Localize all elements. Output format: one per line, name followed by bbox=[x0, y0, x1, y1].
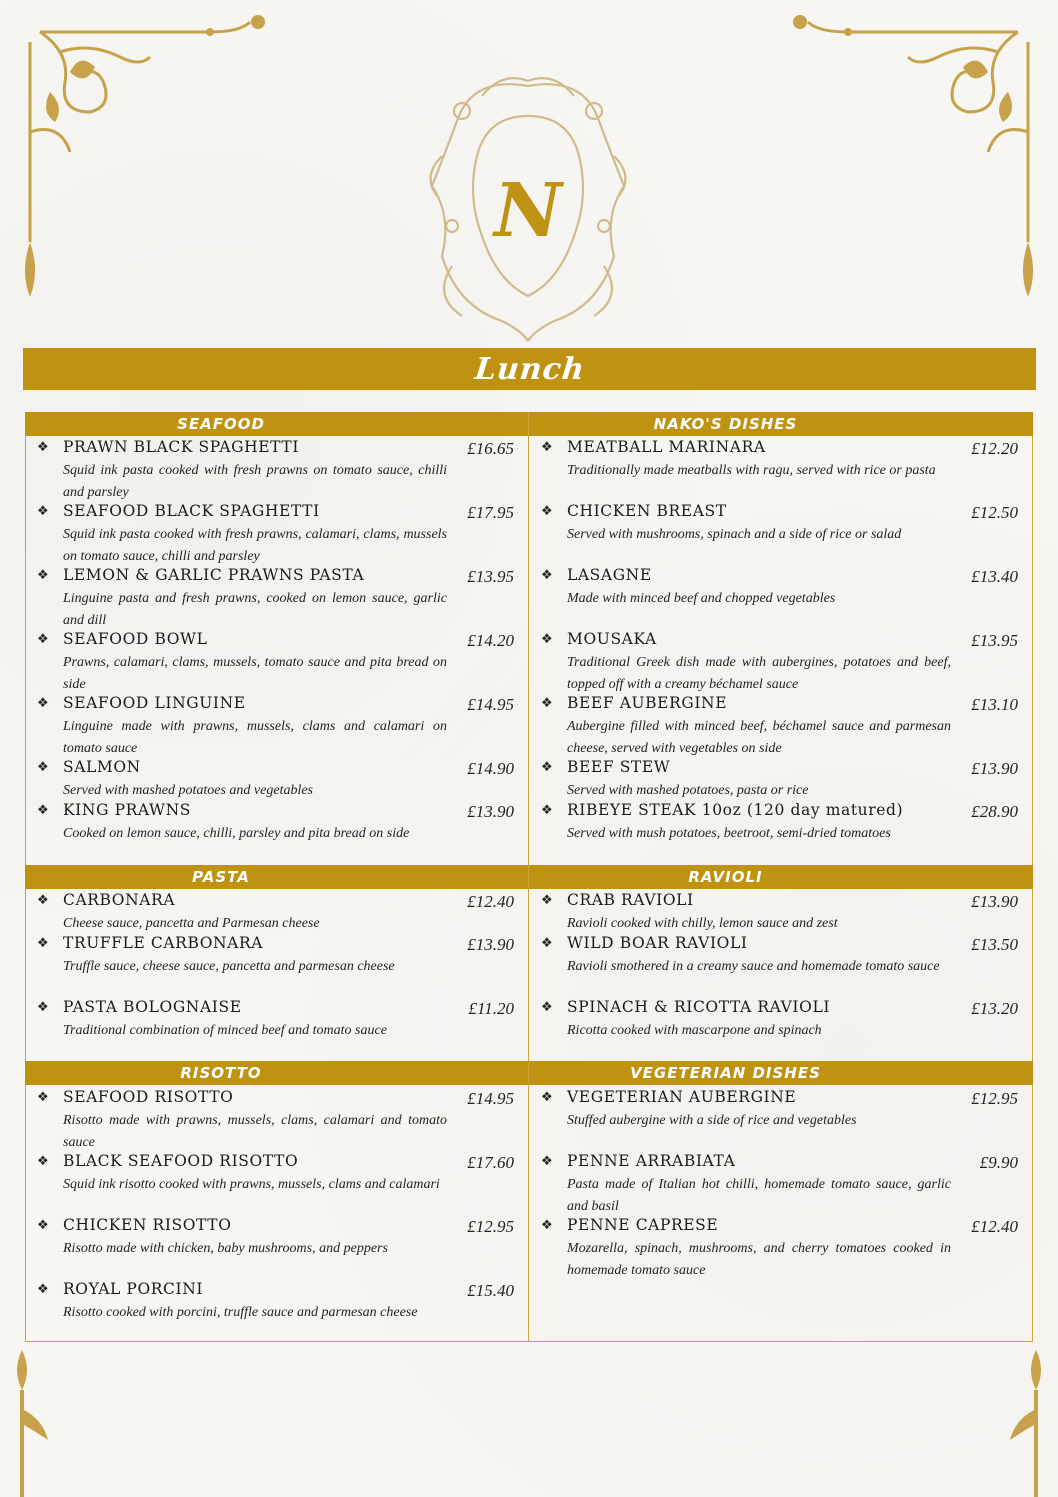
section-heading-label: SEAFOOD bbox=[177, 415, 265, 433]
dish-price: £12.40 bbox=[467, 892, 514, 911]
dish-name: PENNE CAPRESE bbox=[567, 1216, 719, 1234]
dish-name: CHICKEN RISOTTO bbox=[63, 1216, 232, 1234]
section-heading-seafood-price-col bbox=[417, 412, 528, 436]
dish-description: Prawns, calamari, clams, mussels, tomato sauce and pita bread on side bbox=[63, 655, 447, 692]
dish-name: SEAFOOD RISOTTO bbox=[63, 1088, 234, 1106]
dish-description: Squid ink risotto cooked with prawns, mussels, clams and calamari bbox=[63, 1177, 440, 1192]
dish-price: £13.95 bbox=[467, 567, 514, 586]
dish-description: Ravioli smothered in a creamy sauce and homemade tomato sauce bbox=[567, 959, 940, 974]
diamond-bullet-icon: ❖ bbox=[37, 1154, 49, 1169]
lunch-title-bar bbox=[23, 348, 1036, 390]
diamond-bullet-icon: ❖ bbox=[37, 696, 49, 711]
dish-price: £14.20 bbox=[467, 631, 514, 650]
diamond-bullet-icon: ❖ bbox=[37, 1218, 49, 1233]
dish-price: £13.20 bbox=[971, 999, 1018, 1018]
diamond-bullet-icon: ❖ bbox=[541, 1218, 553, 1233]
dish-price: £12.95 bbox=[467, 1217, 514, 1236]
section-heading-pasta bbox=[25, 865, 417, 889]
diamond-bullet-icon: ❖ bbox=[37, 1090, 49, 1105]
dish-description: Pasta made of Italian hot chilli, homemade tomato sauce, garlic and basil bbox=[567, 1177, 951, 1214]
section-heading-risotto bbox=[25, 1061, 417, 1085]
dish-price: £16.65 bbox=[467, 439, 514, 458]
dish-name: BLACK SEAFOOD RISOTTO bbox=[63, 1152, 299, 1170]
dish-price: £13.95 bbox=[971, 631, 1018, 650]
page-title: Lunch bbox=[472, 351, 587, 387]
dish-description: Linguine made with prawns, mussels, clams and calamari on tomato sauce bbox=[63, 719, 447, 756]
top-right-ornament bbox=[786, 12, 1048, 297]
diamond-bullet-icon: ❖ bbox=[541, 1000, 553, 1015]
dish-description: Served with mushrooms, spinach and a side of rice or salad bbox=[567, 527, 902, 542]
dish-price: £12.40 bbox=[971, 1217, 1018, 1236]
dish-description: Risotto made with prawns, mussels, clams, calamari and tomato sauce bbox=[63, 1113, 447, 1150]
dish-price: £13.90 bbox=[467, 935, 514, 954]
top-left-ornament bbox=[10, 12, 270, 297]
section-heading-risotto-price-col bbox=[417, 1061, 528, 1085]
section-heading-pasta-price-col bbox=[417, 865, 528, 889]
diamond-bullet-icon: ❖ bbox=[541, 568, 553, 583]
dish-description: Cheese sauce, pancetta and Parmesan cheese bbox=[63, 916, 320, 931]
dish-price: £28.90 bbox=[971, 802, 1018, 821]
diamond-bullet-icon: ❖ bbox=[37, 893, 49, 908]
dish-description: Aubergine filled with minced beef, béchamel sauce and parmesan cheese, served with vegetables on side bbox=[567, 719, 951, 756]
diamond-bullet-icon: ❖ bbox=[541, 1154, 553, 1169]
dish-price: £13.90 bbox=[971, 892, 1018, 911]
dish-price: £14.95 bbox=[467, 1089, 514, 1108]
dish-description: Stuffed aubergine with a side of rice and vegetables bbox=[567, 1113, 857, 1128]
monogram-letter: N bbox=[494, 168, 562, 254]
section-heading-vegetarian bbox=[529, 1061, 922, 1085]
dish-description: Cooked on lemon sauce, chilli, parsley and pita bread on side bbox=[63, 826, 410, 841]
bottom-left-ornament bbox=[8, 1350, 68, 1497]
dish-name: RIBEYE STEAK 10oz (120 day matured) bbox=[567, 801, 904, 819]
dish-name: SALMON bbox=[63, 758, 141, 776]
diamond-bullet-icon: ❖ bbox=[541, 760, 553, 775]
dish-name: CARBONARA bbox=[63, 891, 176, 909]
dish-price: £17.60 bbox=[467, 1153, 514, 1172]
bottom-right-ornament bbox=[990, 1350, 1050, 1497]
section-heading-label: RISOTTO bbox=[180, 1064, 262, 1082]
dish-price: £15.40 bbox=[467, 1281, 514, 1300]
dish-name: PENNE ARRABIATA bbox=[567, 1152, 736, 1170]
dish-name: KING PRAWNS bbox=[63, 801, 191, 819]
dish-name: ROYAL PORCINI bbox=[63, 1280, 204, 1298]
dish-description: Traditional combination of minced beef and tomato sauce bbox=[63, 1023, 387, 1038]
section-heading-label: VEGETERIAN DISHES bbox=[630, 1064, 821, 1082]
dish-name: SPINACH & RICOTTA RAVIOLI bbox=[567, 998, 831, 1016]
dish-name: MOUSAKA bbox=[567, 630, 657, 648]
dish-price: £12.95 bbox=[971, 1089, 1018, 1108]
dish-name: WILD BOAR RAVIOLI bbox=[567, 934, 748, 952]
dish-price: £9.90 bbox=[979, 1153, 1018, 1172]
diamond-bullet-icon: ❖ bbox=[37, 568, 49, 583]
dish-price: £13.50 bbox=[971, 935, 1018, 954]
diamond-bullet-icon: ❖ bbox=[37, 1000, 49, 1015]
dish-name: CHICKEN BREAST bbox=[567, 502, 727, 520]
dish-description: Ravioli cooked with chilly, lemon sauce and zest bbox=[567, 916, 838, 931]
dish-price: £14.90 bbox=[467, 759, 514, 778]
section-heading-label: NAKO'S DISHES bbox=[653, 415, 798, 433]
dish-price: £13.40 bbox=[971, 567, 1018, 586]
dish-name: LASAGNE bbox=[567, 566, 652, 584]
dish-description: Truffle sauce, cheese sauce, pancetta and parmesan cheese bbox=[63, 959, 395, 974]
dish-description: Mozarella, spinach, mushrooms, and cherry tomatoes cooked in homemade tomato sauce bbox=[567, 1241, 951, 1278]
diamond-bullet-icon: ❖ bbox=[37, 440, 49, 455]
dish-description: Traditional Greek dish made with aubergines, potatoes and beef, topped off with a creamy béchamel sauce bbox=[567, 655, 951, 692]
dish-name: MEATBALL MARINARA bbox=[567, 438, 766, 456]
section-heading-label: RAVIOLI bbox=[688, 868, 763, 886]
dish-name: SEAFOOD BLACK SPAGHETTI bbox=[63, 502, 320, 520]
dish-name: PASTA BOLOGNAISE bbox=[63, 998, 242, 1016]
dish-price: £13.90 bbox=[971, 759, 1018, 778]
dish-name: BEEF STEW bbox=[567, 758, 671, 776]
dish-description: Served with mashed potatoes, pasta or rice bbox=[567, 783, 809, 798]
dish-price: £12.50 bbox=[971, 503, 1018, 522]
section-heading-ravioli-price-col bbox=[922, 865, 1033, 889]
dish-name: BEEF AUBERGINE bbox=[567, 694, 728, 712]
section-heading-label: PASTA bbox=[192, 868, 250, 886]
section-heading-nakos-price-col bbox=[922, 412, 1033, 436]
diamond-bullet-icon: ❖ bbox=[541, 696, 553, 711]
dish-description: Ricotta cooked with mascarpone and spinach bbox=[567, 1023, 822, 1038]
diamond-bullet-icon: ❖ bbox=[541, 632, 553, 647]
diamond-bullet-icon: ❖ bbox=[37, 936, 49, 951]
dish-name: TRUFFLE CARBONARA bbox=[63, 934, 264, 952]
dish-description: Made with minced beef and chopped vegetables bbox=[567, 591, 836, 606]
diamond-bullet-icon: ❖ bbox=[541, 504, 553, 519]
dish-description: Squid ink pasta cooked with fresh prawns on tomato sauce, chilli and parsley bbox=[63, 463, 447, 500]
diamond-bullet-icon: ❖ bbox=[37, 803, 49, 818]
dish-price: £13.10 bbox=[971, 695, 1018, 714]
dish-description: Traditionally made meatballs with ragu, served with rice or pasta bbox=[567, 463, 936, 478]
diamond-bullet-icon: ❖ bbox=[37, 1282, 49, 1297]
dish-price: £17.95 bbox=[467, 503, 514, 522]
monogram-crest bbox=[412, 66, 644, 348]
section-heading-vegetarian-price-col bbox=[922, 1061, 1033, 1085]
section-heading-ravioli bbox=[529, 865, 922, 889]
diamond-bullet-icon: ❖ bbox=[541, 440, 553, 455]
dish-price: £11.20 bbox=[468, 999, 514, 1018]
dish-description: Risotto made with chicken, baby mushrooms, and peppers bbox=[63, 1241, 388, 1256]
dish-description: Linguine pasta and fresh prawns, cooked on lemon sauce, garlic and dill bbox=[63, 591, 447, 628]
diamond-bullet-icon: ❖ bbox=[37, 760, 49, 775]
dish-description: Squid ink pasta cooked with fresh prawns, calamari, clams, mussels on tomato sauce, chilli and parsley bbox=[63, 527, 447, 564]
section-heading-seafood bbox=[25, 412, 417, 436]
dish-price: £12.20 bbox=[971, 439, 1018, 458]
diamond-bullet-icon: ❖ bbox=[541, 1090, 553, 1105]
diamond-bullet-icon: ❖ bbox=[541, 936, 553, 951]
dish-name: SEAFOOD LINGUINE bbox=[63, 694, 246, 712]
dish-name: VEGETERIAN AUBERGINE bbox=[567, 1088, 797, 1106]
diamond-bullet-icon: ❖ bbox=[541, 893, 553, 908]
dish-name: SEAFOOD BOWL bbox=[63, 630, 208, 648]
dish-name: PRAWN BLACK SPAGHETTI bbox=[63, 438, 300, 456]
diamond-bullet-icon: ❖ bbox=[541, 803, 553, 818]
section-heading-nakos bbox=[529, 412, 922, 436]
diamond-bullet-icon: ❖ bbox=[37, 504, 49, 519]
dish-name: CRAB RAVIOLI bbox=[567, 891, 694, 909]
diamond-bullet-icon: ❖ bbox=[37, 632, 49, 647]
dish-price: £14.95 bbox=[467, 695, 514, 714]
dish-description: Served with mashed potatoes and vegetables bbox=[63, 783, 314, 798]
dish-description: Served with mush potatoes, beetroot, semi-dried tomatoes bbox=[567, 826, 891, 841]
dish-name: LEMON & GARLIC PRAWNS PASTA bbox=[63, 566, 365, 584]
dish-description: Risotto cooked with porcini, truffle sauce and parmesan cheese bbox=[63, 1305, 418, 1320]
dish-price: £13.90 bbox=[467, 802, 514, 821]
